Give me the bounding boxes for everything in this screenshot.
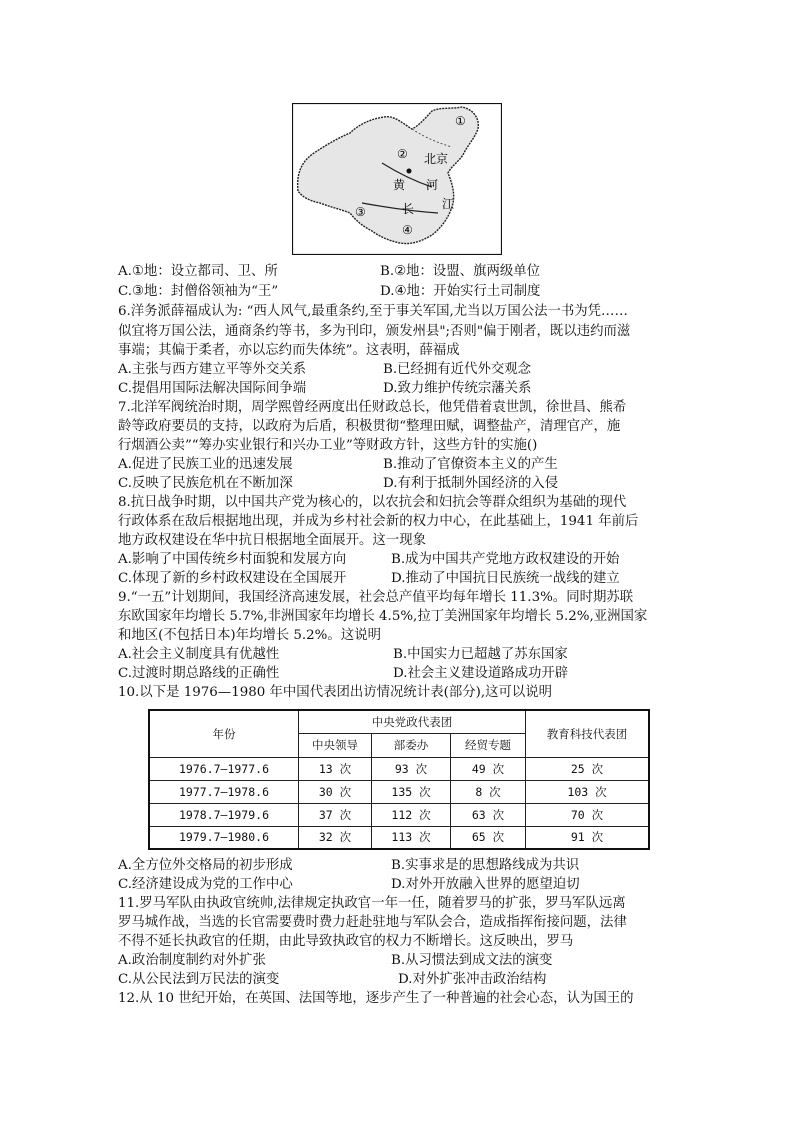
table-cell: 37 次 (299, 803, 372, 826)
q8-option-d: D.推动了中国抗日民族统一战线的建立 (391, 571, 620, 586)
q5-option-b: B.②地：设盟、旗两级单位 (380, 264, 541, 279)
table-cell: 93 次 (372, 757, 451, 780)
q9-option-d: D.社会主义建设道路成功开辟 (393, 666, 569, 681)
q12-stem-line-1: 12.从 10 世纪开始，在英国、法国等地，逐步产生了一种普遍的社会心态，认为国王的 (118, 991, 634, 1006)
q6-option-c: C.提倡用国际法解决国际间争端 (118, 381, 307, 396)
q6-option-b: B.已经拥有近代外交观念 (383, 362, 532, 377)
table-cell: 112 次 (372, 803, 451, 826)
q6-option-a: A.主张与西方建立平等外交关系 (118, 362, 307, 377)
table-row (149, 757, 649, 780)
q6-option-d: D.致力维护传统宗藩关系 (383, 381, 532, 396)
map-label-jiang: 江 (442, 197, 455, 211)
table-cell: 70 次 (526, 803, 650, 826)
delegation-stats-table (148, 709, 650, 850)
table-cell: 63 次 (451, 803, 526, 826)
table-cell: 32 次 (299, 826, 372, 849)
table-header-trade: 经贸专题 (451, 733, 526, 757)
china-map-figure (292, 103, 502, 255)
q10-stem: 10.以下是 1976—1980 年中国代表团出访情况统计表(部分),这可以说明 (118, 685, 553, 700)
table-header-ministries: 部委办 (372, 733, 451, 757)
q6-stem-line-3: 事端；其偏于柔者，亦以忘约而失体统”。这表明，薛福成 (118, 343, 460, 358)
q7-option-a: A.促进了民族工业的迅速发展 (118, 457, 293, 472)
q11-option-d: D.对外扩张冲击政治结构 (398, 972, 547, 987)
table-cell: 91 次 (526, 826, 650, 849)
q10-option-b: B.实事求是的思想路线成为共识 (391, 858, 580, 873)
map-label-chang: 长 (402, 202, 415, 216)
table-cell: 30 次 (299, 780, 372, 803)
q9-stem-line-2: 东欧国家年均增长 5.7%,非洲国家年均增长 4.5%,拉丁美洲国家年均增长 5.2%,亚洲国家 (118, 609, 648, 624)
q9-option-b: B.中国实力已超越了苏东国家 (393, 647, 568, 662)
table-row (149, 780, 649, 803)
q11-option-c: C.从公民法到万民法的演变 (118, 972, 280, 987)
table-header-central-leaders: 中央领导 (299, 733, 372, 757)
q9-option-c: C.过渡时期总路线的正确性 (118, 666, 280, 681)
table-row (149, 826, 649, 849)
map-marker-1: ① (455, 114, 466, 128)
map-label-he: 河 (426, 178, 439, 192)
q7-option-b: B.推动了官僚资本主义的产生 (383, 457, 558, 472)
q11-option-a: A.政治制度制约对外扩张 (118, 953, 266, 968)
q7-option-d: D.有利于抵制外国经济的入侵 (383, 476, 559, 491)
q9-stem-line-3: 和地区(不包括日本)年均增长 5.2%。这说明 (118, 628, 381, 643)
map-marker-4: ④ (402, 223, 413, 237)
table-cell: 1977.7—1978.6 (149, 780, 299, 803)
q11-option-b: B.从习惯法到成文法的演变 (391, 953, 553, 968)
map-label-huang: 黄 (393, 178, 406, 192)
map-label-beijing: 北京 (424, 152, 449, 166)
table-row (149, 803, 649, 826)
table-cell: 25 次 (526, 757, 650, 780)
q5-option-d: D.④地：开始实行土司制度 (380, 284, 541, 299)
table-cell: 135 次 (372, 780, 451, 803)
q7-stem-line-1: 7.北洋军阀统治时期，周学熙曾经两度出任财政总长，他凭借着袁世凯，徐世昌、熊希 (118, 400, 627, 415)
table-cell: 113 次 (372, 826, 451, 849)
table-cell: 13 次 (299, 757, 372, 780)
table-cell: 8 次 (451, 780, 526, 803)
q10-option-d: D.对外开放融入世界的愿望迫切 (391, 877, 580, 892)
q9-stem-line-1: 9.“一五”计划期间，我国经济高速发展，社会总产值平均每年增长 11.3%。同时期苏联 (118, 590, 634, 605)
table-header-edu-group: 教育科技代表团 (526, 710, 650, 757)
q5-option-a: A.①地：设立都司、卫、所 (118, 264, 278, 279)
q8-stem-line-3: 地方政权建设在华中抗日根据地全面展开。这一现象 (118, 533, 426, 548)
table-cell: 1979.7—1980.6 (149, 826, 299, 849)
table-header-central-group: 中央党政代表团 (299, 710, 526, 733)
table-cell: 103 次 (526, 780, 650, 803)
q8-option-b: B.成为中国共产党地方政权建设的开始 (391, 552, 620, 567)
table-cell: 1976.7—1977.6 (149, 757, 299, 780)
table-header-year: 年份 (149, 710, 299, 757)
beijing-dot (407, 169, 412, 174)
q8-stem-line-1: 8.抗日战争时期，以中国共产党为核心的，以农抗会和妇抗会等群众组织为基础的现代 (118, 495, 627, 510)
q7-option-c: C.反映了民族危机在不断加深 (118, 476, 293, 491)
q6-stem-line-2: 似宜将万国公法，通商条约等书，多为刊印，颁发州县";否则"偏于刚者，既以违约而滋 (118, 324, 631, 339)
table-cell: 65 次 (451, 826, 526, 849)
q11-stem-line-2: 罗马城作战，当选的长官需要费时费力赶赴驻地与军队会合，造成指挥衔接问题，法律 (118, 915, 627, 930)
q5-option-c: C.③地：封僧俗领袖为“王” (118, 284, 279, 299)
map-marker-2: ② (397, 147, 408, 161)
q9-option-a: A.社会主义制度具有优越性 (118, 647, 280, 662)
map-marker-3: ③ (355, 205, 366, 219)
table-cell: 1978.7—1979.6 (149, 803, 299, 826)
q11-stem-line-1: 11.罗马军队由执政官统帅,法律规定执政官一年一任，随着罗马的扩张，罗马军队远离 (118, 896, 626, 911)
q8-option-c: C.体现了新的乡村政权建设在全国展开 (118, 571, 347, 586)
q7-stem-line-2: 龄等政府要员的支持，以政府为后盾，积极贯彻“整理田赋，调整盐产，清理官产，施 (118, 419, 621, 434)
q8-option-a: A.影响了中国传统乡村面貌和发展方向 (118, 552, 347, 567)
q8-stem-line-2: 行政体系在敌后根据地出现，并成为乡村社会新的权力中心，在此基础上，1941 年前后 (118, 514, 639, 529)
q6-stem-line-1: 6.洋务派薛福成认为: “西人风气,最重条约,至于事关军国,尤当以万国公法一书为凭…… (118, 304, 628, 319)
q10-option-c: C.经济建设成为党的工作中心 (118, 877, 293, 892)
q7-stem-line-3: 行烟酒公卖”“筹办实业银行和兴办工业”等财政方针，这些方针的实施() (118, 438, 538, 453)
q11-stem-line-3: 不得不延长执政官的任期，由此导致执政官的权力不断增长。这反映出，罗马 (118, 934, 574, 949)
table-cell: 49 次 (451, 757, 526, 780)
q10-option-a: A.全方位外交格局的初步形成 (118, 858, 293, 873)
